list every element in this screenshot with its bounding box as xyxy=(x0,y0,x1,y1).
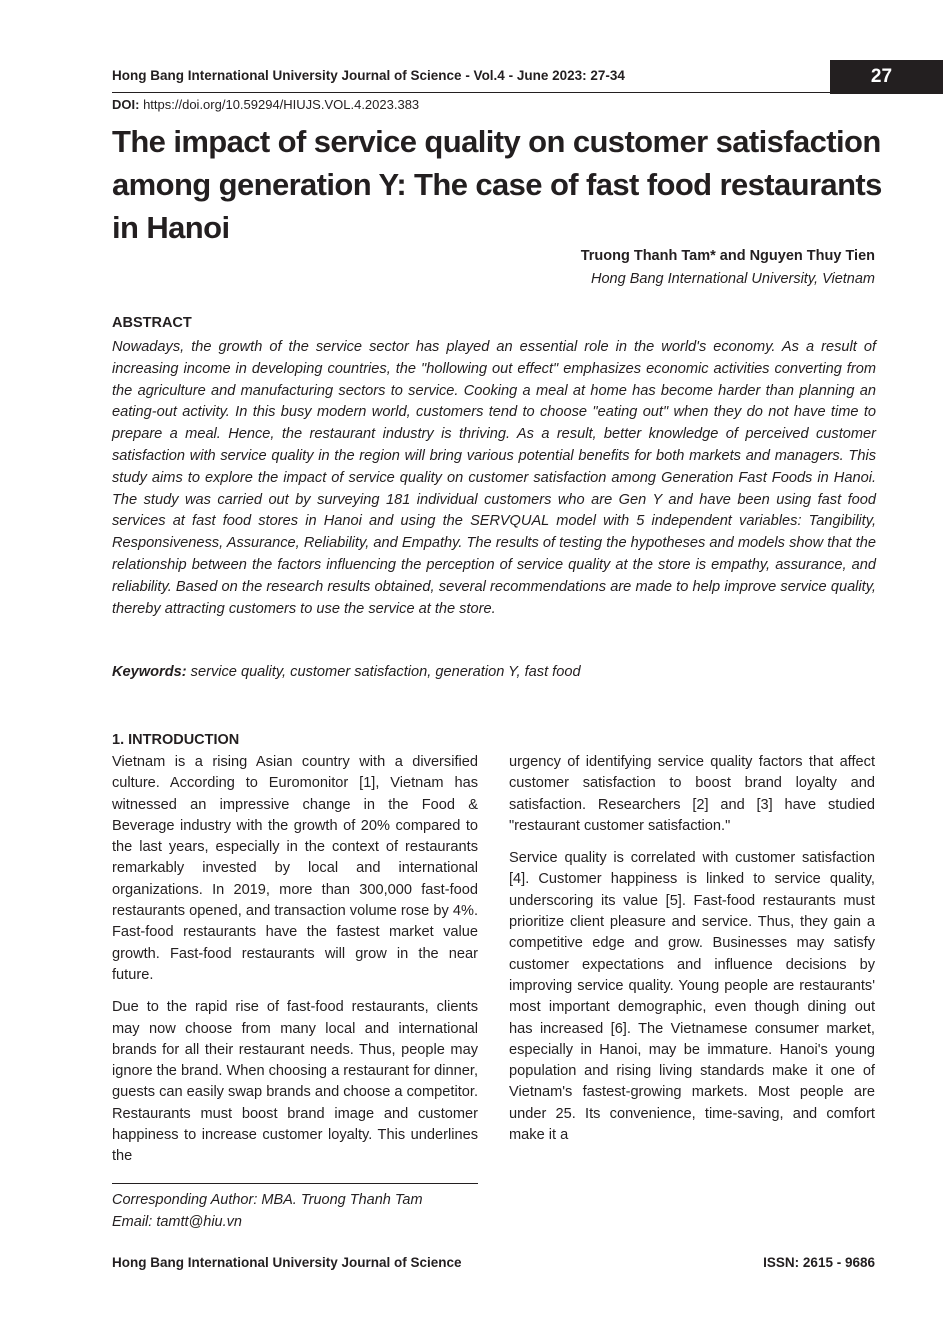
correspondence-note xyxy=(112,1189,423,1233)
paragraph: Due to the rapid rise of fast-food restaurants, clients may now choose from many local and international brands for all their restaurant needs. Thus, people may ignore the brand. When choosing a restaurant for dinner, guests can easily swap brands and choose a competitor. Restaurants must boost brand image and customer happiness to increase customer loyalty. This underlines the xyxy=(112,999,478,1165)
keywords-line xyxy=(112,664,876,680)
footer-journal: Hong Bang International University Journal of Science xyxy=(112,1255,462,1270)
footer-issn: ISSN: 2615 - 9686 xyxy=(763,1255,875,1270)
paragraph: Service quality is correlated with customer satisfaction [4]. Customer happiness is linked to service quality, underscoring its value [5]. Fast-food restaurants must prioritize client pleasure and service. Thus, they gain a competitive edge and grow. Businesses may satisfy customer expectations and influence decisions by improving service quality. Young people are restaurants' most important demographic, even though dining out has increased [6]. The Vietnamese consumer market, especially in Hanoi, may be immature. Hanoi's young population and rising living standards make it one of Vietnam's fastest-growing markets. Most people are under 25. Its convenience, time-saving, and comfort make it a xyxy=(509,850,875,1144)
footnote-rule xyxy=(112,1183,478,1184)
paragraph: Vietnam is a rising Asian country with a diversified culture. According to Euromonitor [1], Vietnam has witnessed an impressive change in the Food & Beverage industry with the growth of 20% compared to the last years, especially in the context of restaurants remarkably invested by local and international organizations. In 2019, more than 300,000 fast-food restaurants opened, and transaction volume rose by 4%. Fast-food restaurants have the fastest market value growth. Fast-food restaurants will grow in the near future. xyxy=(112,754,478,983)
header-rule xyxy=(112,92,943,93)
left-column xyxy=(112,752,478,1179)
paragraph: urgency of identifying service quality factors that affect customer satisfaction to boost brand loyalty and satisfaction. Researchers [2] and [3] have studied "restaurant customer satisfaction." xyxy=(509,754,875,834)
journal-header: Hong Bang International University Journal of Science - Vol.4 - June 2023: 27-34 xyxy=(112,68,625,83)
abstract-text: Nowadays, the growth of the service sector has played an essential role in the world's economy. As a result of increasing income in developing countries, the "hollowing out effect" emphasizes economic activities converting from the agriculture and manufacturing sectors to service. Cooking a meal at home has become harder than planning an eating-out activity. In this busy modern world, customers tend to choose "eating out" when they do not have time to prepare a meal. Hence, the restaurant industry is thriving. As a result, better knowledge of perceived customer satisfaction with service quality in the region will bring various potential benefits for both markets and managers. This study aims to explore the impact of service quality on customer satisfaction among Generation Fast Foods in Hanoi. The study was carried out by surveying 181 individual customers who are Gen Y and have been using fast food services at fast food stores in Hanoi and using the SERVQUAL model with 5 independent variables: Tangibility, Responsiveness, Assurance, Reliability, and Empathy. The results of testing the hypotheses and models show that the relationship between the factors influencing the perception of service quality at the store is empathy, assurance, and reliability. Based on the research results obtained, several recommendations are made to help improve service quality, thereby attracting customers to use the service at the store. xyxy=(112,339,876,617)
doi-label: DOI: xyxy=(112,97,140,112)
doi-link[interactable]: https://doi.org/10.59294/HIUJS.VOL.4.2023.383 xyxy=(143,97,420,112)
corresponding-email[interactable]: Email: tamtt@hiu.vn xyxy=(112,1214,242,1230)
affiliation: Hong Bang International University, Vietnam xyxy=(591,271,875,287)
section-heading-introduction: 1. INTRODUCTION xyxy=(112,732,240,748)
corresponding-author: Corresponding Author: MBA. Truong Thanh Tam xyxy=(112,1192,423,1208)
doi-line xyxy=(112,97,419,112)
article-title: The impact of service quality on customer satisfaction among generation Y: The case of fast food restaurants in Hanoi xyxy=(112,124,882,245)
right-column xyxy=(509,752,875,1157)
keywords-label: Keywords: xyxy=(112,664,187,680)
author-list: Truong Thanh Tam* and Nguyen Thuy Tien xyxy=(580,248,875,264)
abstract-heading: ABSTRACT xyxy=(112,315,192,331)
page-number: 27 xyxy=(830,60,943,94)
keywords-text: service quality, customer satisfaction, generation Y, fast food xyxy=(190,664,581,680)
